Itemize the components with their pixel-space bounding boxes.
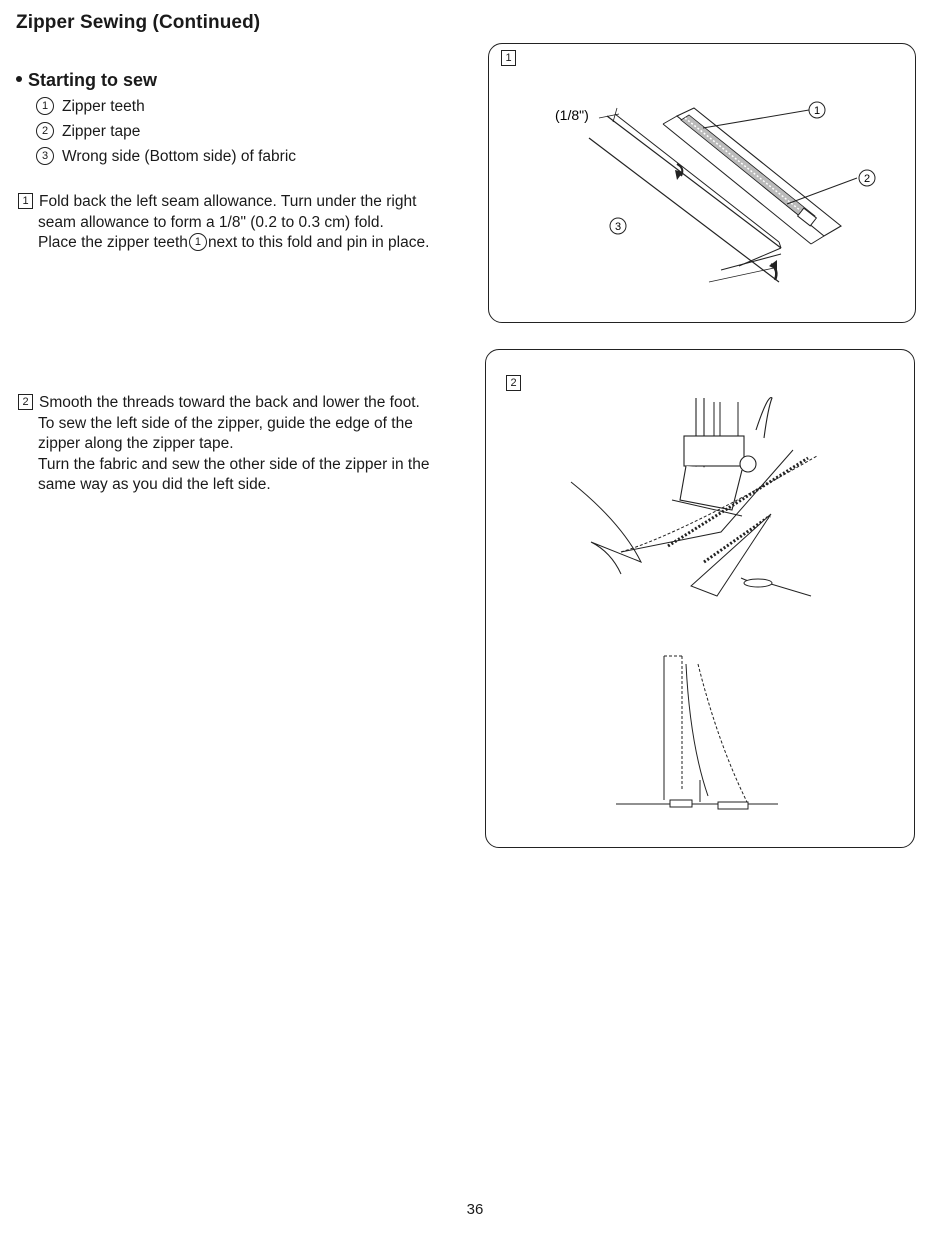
step-2-text: Smooth the threads toward the back and lower the foot.: [39, 394, 420, 411]
step-2-line-4: Turn the fabric and sew the other side of the zipper in the: [38, 455, 430, 473]
step-1-line-3: [18, 233, 468, 254]
step-1-text: Place the zipper teeth: [38, 234, 188, 251]
part-ref-1: 1: [189, 233, 207, 251]
callout-2: 2: [863, 173, 871, 185]
step-1-text: next to this fold and pin in place.: [207, 234, 430, 251]
section-heading-text: Starting to sew: [28, 70, 158, 90]
part-item-zipper-tape: [36, 123, 140, 141]
step-2-line-1: [18, 393, 468, 414]
callout-1: 1: [813, 105, 821, 117]
part-label: Zipper teeth: [62, 98, 145, 116]
step-2-number: 2: [18, 394, 33, 410]
step-2-line-2: To sew the left side of the zipper, guide the edge of the: [38, 414, 413, 432]
step-2-instructions: [18, 393, 468, 496]
figure-2-panel: [485, 349, 915, 848]
part-label: Zipper tape: [62, 123, 141, 141]
part-number-2: 2: [36, 122, 54, 140]
bullet-icon: [16, 76, 22, 82]
part-item-wrong-side: [36, 148, 296, 166]
step-2-line-5: same way as you did the left side.: [38, 476, 271, 493]
step-1-line-1: [18, 192, 468, 213]
part-item-zipper-teeth: [36, 98, 145, 116]
measurement-label: (1/8"): [555, 107, 589, 123]
sewing-foot-illustration: [486, 350, 913, 846]
page-title: Zipper Sewing (Continued): [16, 12, 261, 33]
section-heading: [16, 70, 157, 91]
part-label: Wrong side (Bottom side) of fabric: [62, 148, 297, 166]
figure-2-number: 2: [506, 375, 521, 391]
zipper-fold-illustration: [489, 44, 914, 321]
figure-1-number: 1: [501, 50, 516, 66]
step-1-line-2: seam allowance to form a 1/8" (0.2 to 0.3 cm) fold.: [38, 213, 384, 231]
figure-1-panel: [488, 43, 916, 323]
part-number-3: 3: [36, 147, 54, 165]
step-1-text: Fold back the left seam allowance. Turn under the right: [39, 193, 417, 210]
step-2-line-3: zipper along the zipper tape.: [38, 435, 234, 452]
step-1-number: 1: [18, 193, 33, 209]
part-number-1: 1: [36, 97, 54, 115]
step-1-instructions: [18, 192, 468, 254]
callout-3: 3: [614, 221, 622, 233]
page-number: 36: [466, 1201, 484, 1218]
